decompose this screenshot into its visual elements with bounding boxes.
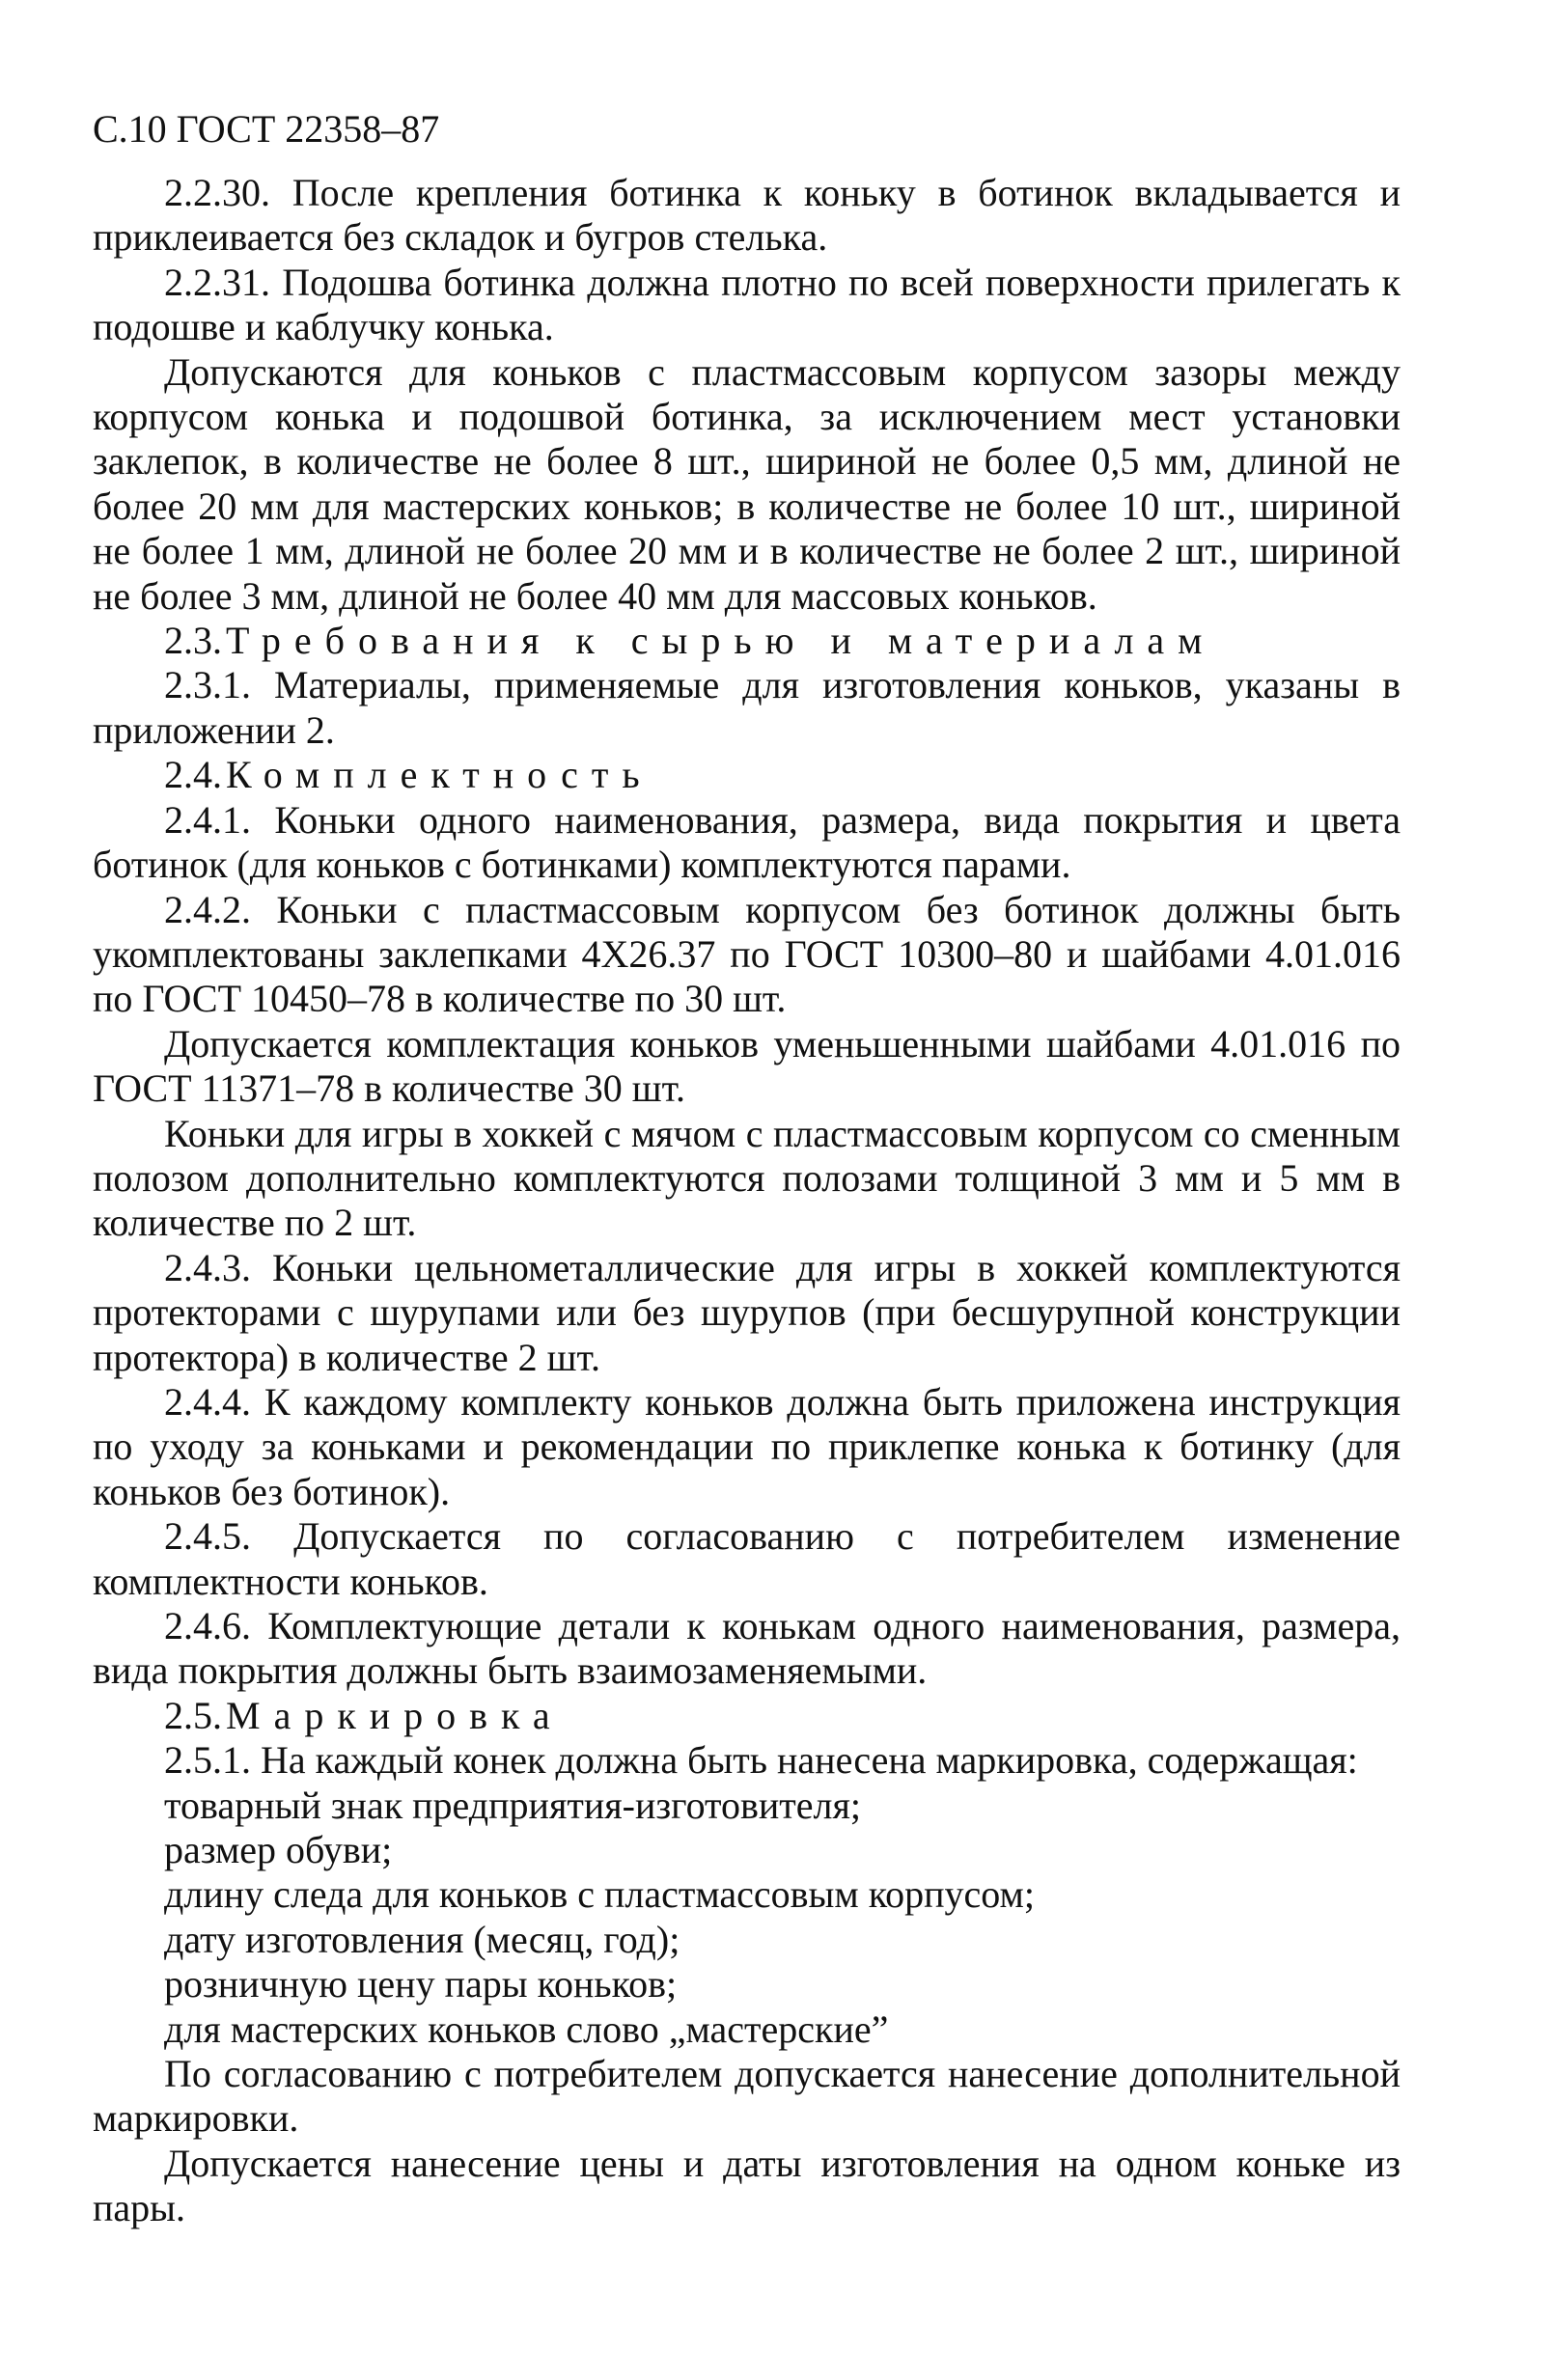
page-header: С.10 ГОСТ 22358–87 — [93, 107, 440, 151]
marking-list — [93, 1784, 1401, 2052]
section-heading-2-4 — [93, 753, 1401, 797]
list-item: товарный знак предприятия-изготовителя; — [164, 1783, 861, 1827]
clause-2-4-3: 2.4.3. Коньки цельнометаллические для игры в хоккей комплектуются протекторами с шурупами или без шурупов (при бесшурупной конструкции протектора) в количестве 2 шт. — [93, 1245, 1401, 1379]
section-heading-2-3 — [93, 619, 1401, 663]
section-title: Комплектность — [226, 753, 653, 797]
paragraph-allowed-washers: Допускается комплектация коньков уменьшенными шайбами 4.01.016 по ГОСТ 11371–78 в количестве 30 шт. — [93, 1021, 1401, 1111]
clause-2-4-1: 2.4.1. Коньки одного наименования, размера, вида покрытия и цвета ботинок (для коньков с ботинками) комплектуются парами. — [93, 797, 1401, 887]
document-body — [93, 171, 1401, 2231]
clause-2-5-1: 2.5.1. На каждый конек должна быть нанесена маркировка, содержащая: — [164, 1738, 1358, 1783]
paragraph-marking-one-skate: Допускается нанесение цены и даты изготовления на одном коньке из пары. — [93, 2141, 1401, 2230]
clause-2-2-30: 2.2.30. После крепления ботинка к коньку в ботинок вкладывается и приклеивается без складок и бугров стелька. — [93, 171, 1401, 260]
list-item: розничную цену пары коньков; — [164, 1962, 678, 2006]
section-number: 2.5. — [164, 1693, 222, 1737]
list-item: для мастерских коньков слово „мастерские” — [164, 2006, 889, 2051]
paragraph-hockey-ball-skates: Коньки для игры в хоккей с мячом с пластмассовым корпусом со сменным полозом дополнительно комплектуются полозами толщиной 3 мм и 5 мм в количестве по 2 шт. — [93, 1111, 1401, 1245]
section-title: Требования к сырью и материалам — [226, 619, 1216, 663]
clause-2-4-5: 2.4.5. Допускается по согласованию с потребителем изменение комплектности коньков. — [93, 1514, 1401, 1603]
section-title: Маркировка — [226, 1693, 564, 1737]
list-item: дату изготовления (месяц, год); — [164, 1917, 680, 1961]
clause-2-4-2: 2.4.2. Коньки с пластмассовым корпусом без ботинок должны быть укомплектованы заклепками 4Х26.37 по ГОСТ 10300–80 и шайбами 4.01.016 по ГОСТ 10450–78 в количестве по 30 шт. — [93, 887, 1401, 1021]
clause-2-4-6: 2.4.6. Комплектующие детали к конькам одного наименования, размера, вида покрытия должны быть взаимозаменяемыми. — [93, 1604, 1401, 1693]
section-number: 2.4. — [164, 753, 222, 797]
list-item: размер обуви; — [164, 1828, 393, 1872]
clause-2-3-1: 2.3.1. Материалы, применяемые для изготовления коньков, указаны в приложении 2. — [93, 663, 1401, 752]
section-number: 2.3. — [164, 619, 222, 663]
paragraph-allowed-gaps: Допускаются для коньков с пластмассовым корпусом зазоры между корпусом конька и подошвой ботинка, за исключением мест установки заклепок, в количестве не более 8 шт., шириной не более 0,5 мм, длиной не более 20 мм для мастерских коньков; в количестве не более 10 шт., шириной не более 1 мм, длиной не более 20 мм и в количестве не более 2 шт., шириной не более 3 мм, длиной не более 40 мм для массовых коньков. — [93, 349, 1401, 618]
clause-2-2-31: 2.2.31. Подошва ботинка должна плотно по всей поверхности прилегать к подошве и каблучку конька. — [93, 260, 1401, 349]
paragraph-additional-marking: По согласованию с потребителем допускается нанесение дополнительной маркировки. — [93, 2052, 1401, 2141]
list-item: длину следа для коньков с пластмассовым корпусом; — [164, 1872, 1035, 1917]
section-heading-2-5 — [93, 1694, 1401, 1738]
clause-2-4-4: 2.4.4. К каждому комплекту коньков должна быть приложена инструкция по уходу за коньками и рекомендации по приклепке конька к ботинку (для коньков без ботинок). — [93, 1379, 1401, 1513]
